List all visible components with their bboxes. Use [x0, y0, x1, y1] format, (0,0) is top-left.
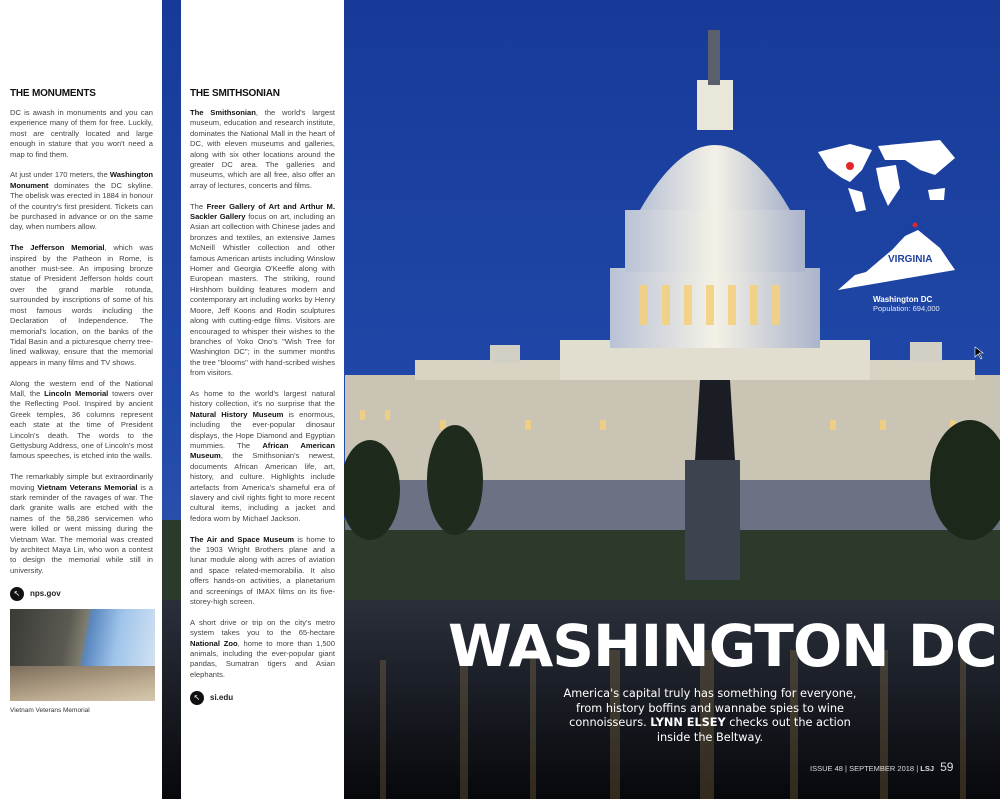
city-info [873, 295, 940, 313]
city-name: Washington DC [873, 295, 933, 304]
cursor-click-icon: ↖ [10, 587, 24, 601]
separator: | [845, 764, 847, 773]
state-label: VIRGINIA [888, 254, 933, 265]
page-number: 59 [940, 760, 954, 774]
link-text[interactable]: nps.gov [30, 589, 61, 599]
text-run: , which was inspired by the Patheon in Rome, is another must-see. An imposing bronze statue of President Jefferson holds court over the grand marble rotunda, surrounded by inscriptions of some of his most famous words including the Declaration of Independence. The memorial's location, on the banks of the Tidal Basin and a picturesque cherry tree-lined walkway, ensure that the memorial appears in many films and TV shows. [10, 243, 153, 367]
article-body [10, 108, 153, 576]
text-run: focus on art, including an Asian art collection with Chinese jades and bronzes and textiles, an extensive James McNeill Whistler collection and other famous American artists including Winslow Homer and Georgia O'Keeffe along with European masters. The striking, round Hirshhorn building features modern and contemporary art including works by Henry Moore, Jeff Koons and Rodin sculptures along with cutting-edge films. Visitors are encouraged to whisper their wishes to the branches of Yoko Ono's "Wish Tree for Washington DC"; in the summer months the tree "blooms" with hand-scribed wishes from visitors. [190, 212, 335, 378]
issue-date: SEPTEMBER 2018 [849, 764, 915, 773]
map-pin-icon [846, 162, 854, 170]
city-population: Population: 694,000 [873, 304, 940, 313]
text-run: The remarkably simple but extraordinarily moving [10, 472, 153, 492]
separator: | [916, 764, 919, 773]
paragraph [190, 618, 335, 680]
paragraph [10, 243, 153, 368]
text-run: dominates the DC skyline. The obelisk was erected in 1884 in honour of the country's first president. Tickets can be purchased in advance or on the same day, when numbers allow. [10, 180, 153, 232]
text-run: , the world's largest museum, education and research institute, dominates the National Mall in the heart of DC, with eleven museums and galleries, along with six other locations around the greater DC area. The galleries and museums, which are all free, also offer an array of lectures, concerts and films. [190, 108, 335, 190]
photo-caption: Vietnam Veterans Memorial [10, 706, 90, 714]
column-smithsonian [181, 0, 344, 799]
bold-term: Natural History Museum [190, 409, 284, 419]
issue-number: ISSUE 48 [810, 764, 843, 773]
brand-logo: LSJ [920, 764, 935, 773]
page-footer [810, 760, 953, 774]
text-run: The [190, 201, 207, 211]
website-link[interactable] [10, 587, 153, 601]
bold-term: The Smithsonian [190, 108, 256, 117]
section-heading: THE MONUMENTS [10, 88, 96, 99]
text-run: is a stark reminder of the ravages of war. The dark granite walls are etched with the names of the 58,286 servicemen who were killed or went missing during the Vietnam War. The memorial was created by architect Maya Lin, who won a contest to design the memorial while still in university. [10, 482, 153, 575]
article-body [190, 108, 335, 680]
dc-map-label: WASH, DC [905, 226, 923, 230]
author-name: LYNN ELSEY [650, 716, 726, 730]
section-heading: THE SMITHSONIAN [190, 88, 280, 99]
vietnam-memorial-photo [10, 609, 155, 701]
cursor-click-icon: ↖ [190, 691, 204, 705]
paragraph [10, 472, 153, 576]
bold-term: The Jefferson Memorial [10, 243, 105, 253]
website-link[interactable] [190, 691, 335, 705]
link-text[interactable]: si.edu [210, 693, 234, 703]
text-run: , the Smithsonian's newest, documents African American life, art, history, and culture. Highlights include artefacts from America's shameful era of slavery and civil rights fight to more recent cultural items, including a jacket and fedora worn by Michael Jackson. [190, 451, 335, 523]
text-run: is enormous, including the ever-popular dinosaur displays, the Hope Diamond and Egyptian mummies. The [190, 409, 335, 450]
paragraph [190, 535, 335, 608]
bold-term: Washington Monument [10, 170, 153, 190]
text-run: A short drive or trip on the city's metro system takes you to the 65-hectare [190, 617, 335, 638]
text-run: At just under 170 meters, the [10, 170, 110, 180]
paragraph [10, 170, 153, 232]
text-run: is home to the 1903 Wright Brothers plane and a lunar module along with acres of aviation and space related-memorabilia. It also offers hands-on activities, a planetarium and screenings of IMAX films on its five-storey-high screen. [190, 534, 335, 607]
text-run: towers over the Reflecting Pool. Inspired by ancient Greek temples, 36 columns represent each state at the time of President Lincoln's death. The words to the Gettysburg Address, one of Lincoln's most famous speeches, is etched into the walls. [10, 388, 154, 461]
feature-headline: WASHINGTON DC [448, 612, 997, 680]
bold-term: Freer Gallery of Art and Arthur M. Sackler Gallery [190, 201, 335, 222]
paragraph [10, 108, 153, 160]
bold-term: Lincoln Memorial [44, 388, 109, 398]
standfirst [560, 687, 860, 745]
text-run: Along the western end of the National Mall, the [10, 378, 153, 398]
standfirst-text: America's capital truly has something for everyone, from history boffins and wannabe spies to wine connoisseurs. [563, 687, 857, 730]
standfirst-end: checks out the action inside the Beltway. [656, 716, 851, 744]
bold-term: The Air and Space Museum [190, 534, 294, 544]
paragraph [190, 108, 335, 191]
text-run: DC is awash in monuments and you can experience many of them for free. Luckily, most are centrally located and large enough in stature that you won't need a map to find them. [10, 108, 153, 159]
bold-term: National Zoo [190, 638, 238, 648]
paragraph [10, 379, 153, 462]
bold-term: African American Museum [190, 440, 335, 461]
column-monuments [0, 0, 162, 799]
bold-term: Vietnam Veterans Memorial [37, 482, 138, 492]
text-run: As home to the world's largest natural history collection, it's no surprise that the [190, 388, 335, 409]
text-run: , home to more than 1,500 animals, including the ever-popular giant pandas, Sumatran tigers and Asian elephants. [190, 638, 335, 679]
paragraph [190, 202, 335, 379]
paragraph [190, 389, 335, 524]
